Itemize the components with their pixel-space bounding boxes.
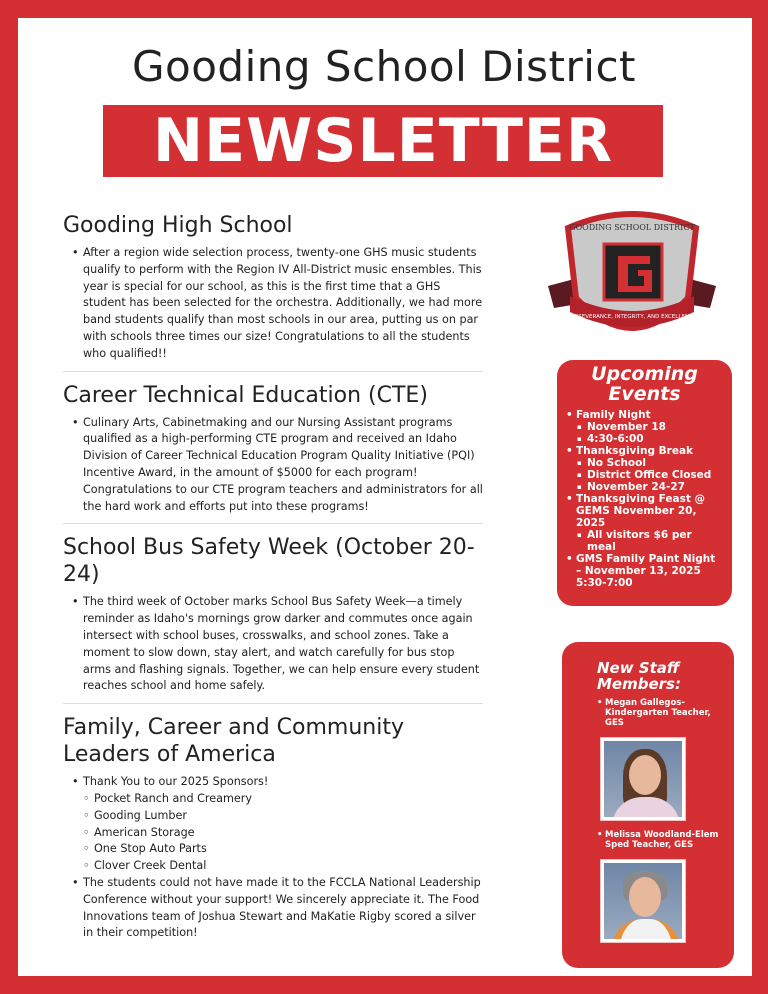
list-item: ◦ One Stop Auto Parts: [63, 841, 483, 858]
event-item: ▪ November 24-27: [565, 481, 724, 493]
section-heading: Family, Career and Community Leaders of America: [63, 715, 404, 768]
event-item: ▪ 4:30-6:00: [565, 433, 724, 445]
section-heading: School Bus Safety Week (October 20-24): [63, 535, 475, 588]
staff-member: • Megan Gallegos-Kindergarten Teacher, GES: [597, 698, 722, 728]
section: [63, 534, 483, 704]
list-item: ◦ Clover Creek Dental: [63, 858, 483, 875]
district-title: Gooding School District: [131, 42, 637, 91]
new-staff-box: [562, 642, 734, 968]
newsletter-banner: NEWSLETTER: [103, 105, 663, 177]
section: [63, 212, 483, 372]
staff-photo: [601, 738, 685, 820]
staff-title: New Staff Members:: [597, 659, 681, 693]
event-item: ▪ All visitors $6 per meal: [565, 529, 724, 553]
event-item: ▪ No School: [565, 457, 724, 469]
section: [63, 714, 483, 950]
section-heading: Gooding High School: [63, 213, 293, 238]
logo-top-text: GOODING SCHOOL DISTRICT: [569, 223, 695, 232]
list-item: • After a region wide selection process, twenty-one GHS music students qualify to perform with the Region IV All-District music ensembles. This year is special for our school, as this is the first time that a GHS student has been selected for the orchestra. Additionally, we had more band students qualify than most schools in our area, putting us on par with schools three times our size! Congratulations to all the students who qualified!!: [63, 245, 483, 363]
list-item: • Culinary Arts, Cabinetmaking and our Nursing Assistant programs qualified as a high-performing CTE program and received an Idaho Division of Career Technical Education Program Quality Initiative (PQI) Incentive Award, in the amount of $5000 for each program! Congratulations to our CTE program teachers and administrators for all the hard work and efforts put into these programs!: [63, 415, 483, 516]
list-item: ◦ Gooding Lumber: [63, 808, 483, 825]
district-logo: [548, 208, 716, 348]
list-item: • The third week of October marks School Bus Safety Week—a timely reminder as Idaho's mornings grow darker and commutes once again intersect with school buses, crosswalks, and school zones. Take a moment to slow down, stay alert, and watch carefully for bus stop arms and flashing signals. Together, we can help ensure every student reaches school and home safely.: [63, 594, 483, 695]
event-item: • Family Night: [565, 409, 724, 421]
list-item: • Thank You to our 2025 Sponsors!: [63, 774, 483, 791]
event-item: • Thanksgiving Feast @ GEMS November 20, 2025: [565, 493, 724, 529]
list-item: ◦ Pocket Ranch and Creamery: [63, 791, 483, 808]
event-item: ▪ District Office Closed: [565, 469, 724, 481]
event-item: ▪ November 18: [565, 421, 724, 433]
staff-member: • Melissa Woodland-Elem Sped Teacher, GES: [597, 830, 722, 850]
event-item: • GMS Family Paint Night – November 13, 2025 5:30-7:00: [565, 553, 724, 589]
upcoming-events-box: [557, 360, 732, 606]
list-item: • The students could not have made it to the FCCLA National Leadership Conference without your support! We sincerely appreciate it. The Food Innovations team of Joshua Stewart and MaKatie Rigby scored a silver in their competition!: [63, 875, 483, 942]
logo-motto: PERSEVERANCE, INTEGRITY, AND EXCELLENCE: [567, 314, 697, 320]
list-item: ◦ American Storage: [63, 825, 483, 842]
staff-photo: [601, 860, 685, 942]
main-column: [63, 212, 483, 960]
section: [63, 382, 483, 525]
events-title: Upcoming Events: [591, 363, 698, 405]
event-item: • Thanksgiving Break: [565, 445, 724, 457]
section-heading: Career Technical Education (CTE): [63, 382, 428, 408]
